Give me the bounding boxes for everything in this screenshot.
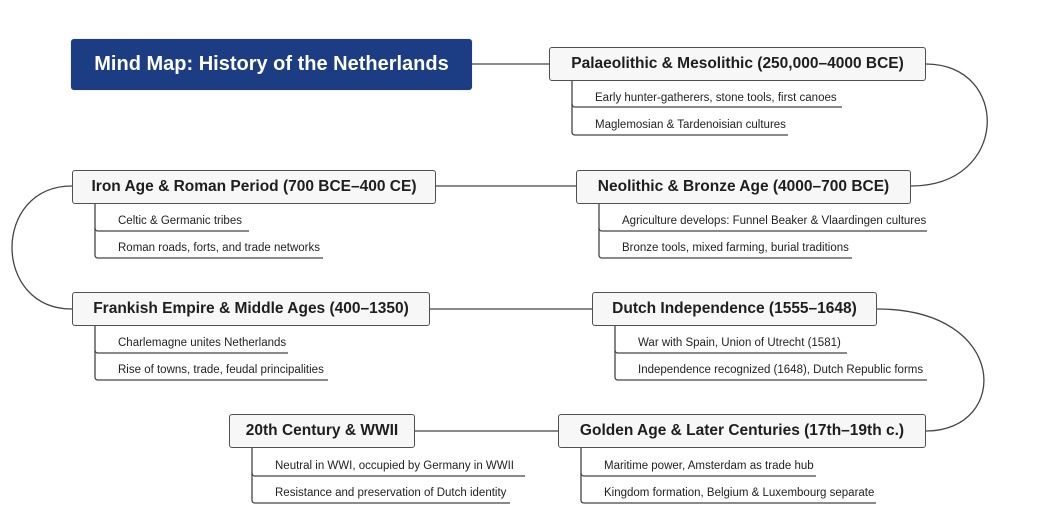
subtopic-maglemosian-cultures[interactable]: Maglemosian & Tardenoisian cultures	[595, 119, 786, 131]
subtopic-bronze-tools[interactable]: Bronze tools, mixed farming, burial traditions	[622, 242, 849, 254]
subtopic-rise-of-towns[interactable]: Rise of towns, trade, feudal principalities	[118, 364, 324, 376]
topic-dutch-independence[interactable]: Dutch Independence (1555–1648)	[592, 292, 877, 326]
topic-palaeolithic-mesolithic[interactable]: Palaeolithic & Mesolithic (250,000–4000 BCE)	[549, 47, 926, 81]
topic-golden-age[interactable]: Golden Age & Later Centuries (17th–19th c.)	[558, 414, 926, 448]
subtopic-war-with-spain[interactable]: War with Spain, Union of Utrecht (1581)	[638, 337, 841, 349]
subtopic-hunter-gatherers[interactable]: Early hunter-gatherers, stone tools, first canoes	[595, 92, 837, 104]
subtopic-independence-recognized[interactable]: Independence recognized (1648), Dutch Republic forms	[638, 364, 924, 376]
topic-20th-century-wwii[interactable]: 20th Century & WWII	[229, 414, 415, 448]
subtopic-roman-roads[interactable]: Roman roads, forts, and trade networks	[118, 242, 320, 254]
central-topic-title[interactable]: Mind Map: History of the Netherlands	[71, 39, 472, 90]
subtopic-maritime-power[interactable]: Maritime power, Amsterdam as trade hub	[604, 460, 814, 472]
topic-iron-age-roman[interactable]: Iron Age & Roman Period (700 BCE–400 CE)	[72, 170, 436, 204]
subtopic-kingdom-formation[interactable]: Kingdom formation, Belgium & Luxembourg separate	[604, 487, 875, 499]
topic-neolithic-bronze-age[interactable]: Neolithic & Bronze Age (4000–700 BCE)	[576, 170, 911, 204]
subtopic-resistance[interactable]: Resistance and preservation of Dutch identity	[275, 487, 507, 499]
topic-frankish-middle-ages[interactable]: Frankish Empire & Middle Ages (400–1350)	[72, 292, 430, 326]
subtopic-celtic-germanic-tribes[interactable]: Celtic & Germanic tribes	[118, 215, 242, 227]
subtopic-agriculture-develops[interactable]: Agriculture develops: Funnel Beaker & Vlaardingen cultures	[622, 215, 927, 227]
subtopic-neutral-wwi[interactable]: Neutral in WWI, occupied by Germany in WWII	[275, 460, 515, 472]
subtopic-charlemagne[interactable]: Charlemagne unites Netherlands	[118, 337, 287, 349]
